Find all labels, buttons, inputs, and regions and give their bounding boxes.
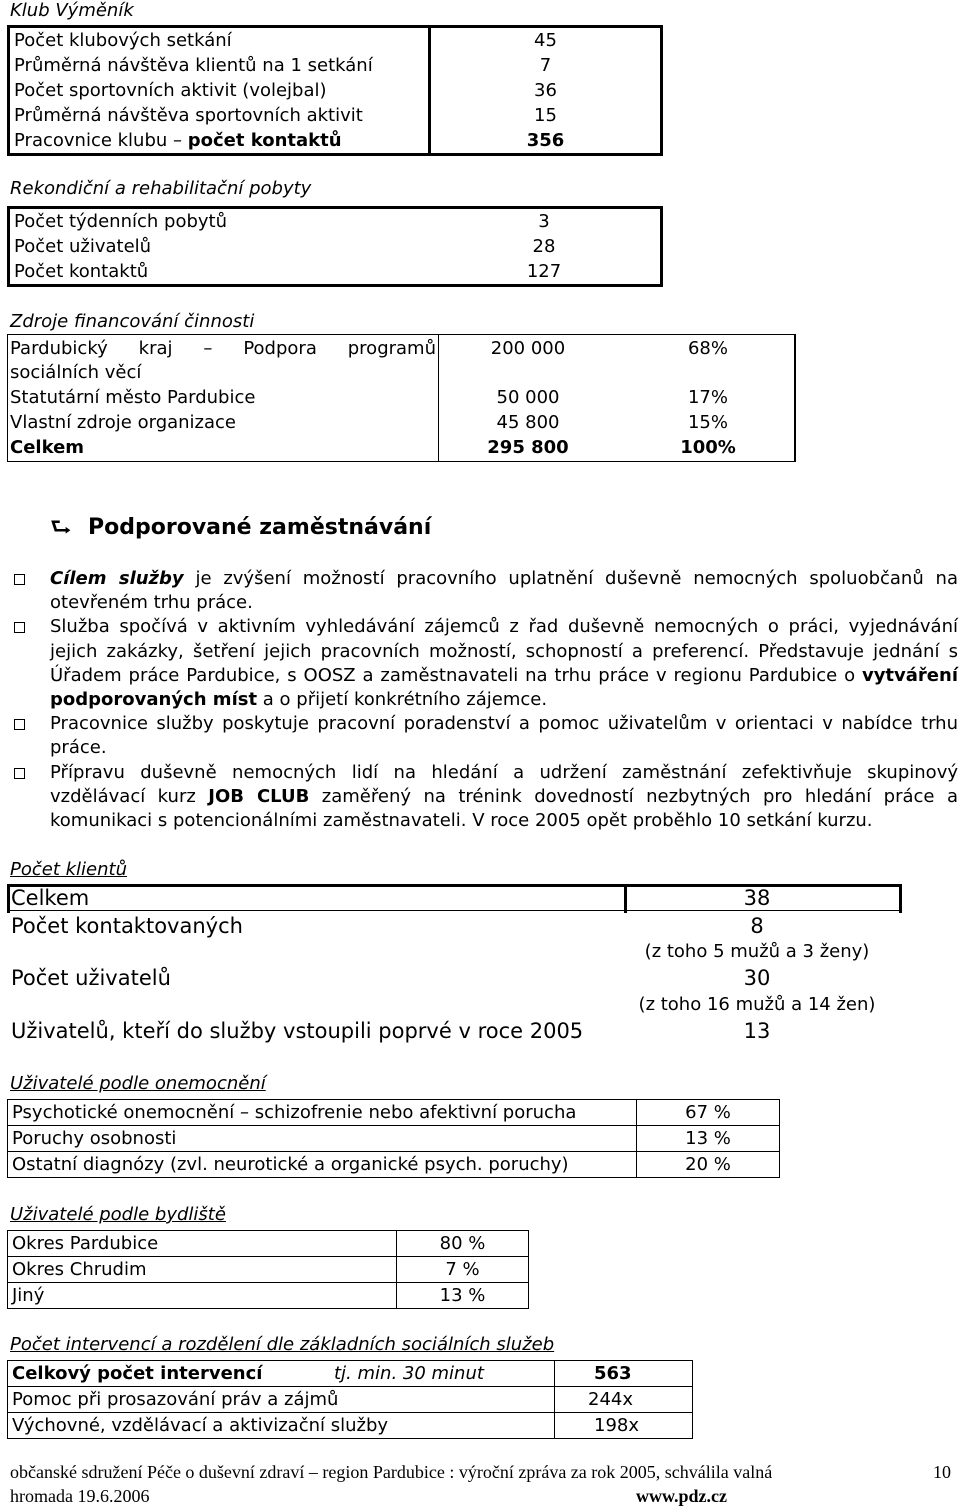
checkbox-bullet-icon — [14, 574, 25, 585]
section-heading: Podporované zaměstnávání — [88, 515, 432, 540]
celkem-label: Celkem — [11, 886, 90, 910]
table-row-line — [7, 910, 902, 911]
table-row — [9, 103, 662, 128]
row-label-cont: sociálních věcí — [10, 362, 142, 383]
row-value: 7 — [430, 53, 662, 78]
rekondicni-table — [7, 206, 663, 287]
uzivatele-value: 30 — [743, 966, 771, 990]
bullet-bold: Cílem služby — [50, 568, 184, 589]
row-label: Počet kontaktů — [14, 261, 149, 282]
bullet-text: Pracovnice služby poskytuje pracovní poradenství a pomoc uživatelům v orientaci v nabídce trhu práce. — [50, 713, 958, 759]
list-item — [14, 761, 958, 834]
bullet-text: zaměřený na trénink dovedností nezbytných pro hledání práce a komunikaci s potencionálními zaměstnavateli. V roce 2005 opět proběhlo 10 setkání kurzu. — [50, 785, 958, 832]
row-label: Okres Pardubice — [8, 1231, 397, 1257]
poprve-label: Uživatelů, kteří do služby vstoupili poprvé v roce 2005 — [11, 1019, 584, 1043]
bullet-bold: vytváření podporovaných míst — [50, 664, 958, 711]
uzivatele-label: Počet uživatelů — [11, 966, 171, 990]
row-label: Vlastní zdroje organizace — [10, 412, 237, 433]
onemocneni-title: Uživatelé podle onemocnění — [10, 1073, 266, 1094]
table-row — [8, 1126, 780, 1152]
kontakt-note: (z toho 5 mužů a 3 ženy) — [644, 941, 870, 962]
footer-line2: hromada 19.6.2006 — [10, 1486, 150, 1506]
table-left-border — [7, 884, 10, 913]
row-label: Průměrná návštěva sportovních aktivit — [14, 105, 363, 126]
table-row — [9, 234, 662, 259]
arrow-icon: ⮑ — [50, 513, 72, 541]
bullet-text: Služba spočívá v aktivním vyhledávání zájemců z řad duševně nemocných o práci, vyjednávání jejich zakázky, šetření jejich pracovních možností, schopností a preferencí. Představuje jednání s Úřadem práce Pardubice, s OOSZ a zaměstnavateli na trhu práce v regionu Pardubice o — [50, 616, 958, 686]
uzivatele-note: (z toho 16 mužů a 14 žen) — [638, 994, 876, 1015]
table-right-border — [899, 884, 902, 913]
row-label — [9, 128, 430, 155]
bullet-text: Přípravu duševně nemocných lidí na hledání a udržení zaměstnání zefektivňuje skupinový vzdělávací kurz — [50, 761, 958, 807]
row-value: 198x — [594, 1415, 640, 1436]
row-value: 28 — [532, 236, 556, 257]
footer-url-link[interactable]: www.pdz.cz — [636, 1486, 727, 1506]
row-value: 15 — [430, 103, 662, 128]
row-label: Počet sportovních aktivit (volejbal) — [14, 80, 327, 101]
row-label: Ostatní diagnózy (zvl. neurotické a organické psych. poruchy) — [8, 1152, 637, 1178]
bullet-list — [14, 567, 958, 833]
total-value: 563 — [594, 1363, 632, 1384]
row-value: 67 % — [637, 1100, 780, 1126]
row-label-prefix: Pracovnice klubu – — [14, 130, 188, 151]
page-number: 10 — [933, 1462, 951, 1482]
bullet-text: je zvýšení možností pracovního uplatnění duševně nemocných spoluobčanů na otevřeném trhu práce. — [50, 568, 958, 614]
onemocneni-table — [7, 1099, 780, 1178]
bullet-text: a o přijetí konkrétního zájemce. — [257, 689, 548, 711]
row-label-bold: počet kontaktů — [187, 130, 342, 151]
zdroje-title: Zdroje financování činnosti — [10, 311, 255, 332]
row-label: Jiný — [8, 1283, 397, 1309]
row-amount: 50 000 — [496, 387, 560, 408]
rekondicni-title: Rekondiční a rehabilitační pobyty — [10, 178, 312, 199]
klienti-title: Počet klientů — [10, 859, 127, 880]
table-row — [8, 1257, 529, 1283]
checkbox-bullet-icon — [14, 622, 25, 633]
row-label: Počet týdenních pobytů — [14, 211, 228, 232]
row-label: Průměrná návštěva klientů na 1 setkání — [14, 55, 373, 76]
row-value: 356 — [430, 128, 662, 155]
bullet-bold: JOB CLUB — [208, 785, 310, 807]
table-row — [8, 1100, 780, 1126]
bydliste-title: Uživatelé podle bydliště — [10, 1204, 226, 1225]
row-value: 244x — [588, 1389, 634, 1410]
table-row — [8, 1152, 780, 1178]
table-row — [8, 1283, 529, 1309]
table-row — [9, 259, 662, 286]
row-value: 20 % — [637, 1152, 780, 1178]
total-amount: 295 800 — [487, 437, 569, 458]
row-value: 3 — [538, 211, 550, 232]
row-value: 13 % — [397, 1283, 529, 1309]
row-value: 13 % — [637, 1126, 780, 1152]
row-value: 45 — [430, 27, 662, 54]
intervence-table — [7, 1360, 693, 1439]
total-label: Celkový počet intervencí — [12, 1363, 263, 1384]
checkbox-bullet-icon — [14, 768, 25, 779]
row-label: Počet uživatelů — [14, 236, 152, 257]
table-row — [9, 128, 662, 155]
row-value: 36 — [430, 78, 662, 103]
list-item — [14, 567, 958, 615]
bydliste-table — [7, 1230, 529, 1309]
row-label: Výchovné, vzdělávací a aktivizační služby — [12, 1415, 389, 1436]
table-row — [9, 27, 662, 54]
row-label: Počet klubových setkání — [14, 30, 232, 51]
row-label: Pardubický kraj – Podpora programů — [10, 338, 436, 359]
table-row — [9, 208, 662, 235]
list-item — [14, 712, 958, 760]
total-note: tj. min. 30 minut — [334, 1363, 484, 1384]
row-label: Psychotické onemocnění – schizofrenie nebo afektivní porucha — [8, 1100, 637, 1126]
row-label: Okres Chrudim — [8, 1257, 397, 1283]
checkbox-bullet-icon — [14, 719, 25, 730]
row-value: 80 % — [397, 1231, 529, 1257]
klienti-table — [7, 884, 898, 1043]
poprve-value: 13 — [743, 1019, 771, 1043]
column-divider — [554, 1361, 555, 1438]
row-amount: 200 000 — [490, 338, 566, 359]
celkem-value: 38 — [743, 886, 771, 910]
row-value: 7 % — [397, 1257, 529, 1283]
kontakt-label: Počet kontaktovaných — [11, 914, 243, 938]
klub-table — [7, 25, 663, 156]
row-pct: 15% — [687, 412, 728, 433]
table-row — [8, 1231, 529, 1257]
total-pct: 100% — [680, 437, 736, 458]
total-label: Celkem — [10, 437, 85, 458]
row-label: Poruchy osobnosti — [8, 1126, 637, 1152]
intervence-title: Počet intervencí a rozdělení dle základních sociálních služeb — [10, 1334, 555, 1355]
column-divider — [438, 335, 439, 461]
zdroje-table — [7, 334, 796, 462]
kontakt-value: 8 — [750, 914, 764, 938]
klub-title: Klub Výměník — [10, 0, 134, 21]
footer-line1: občanské sdružení Péče o duševní zdraví – region Pardubice : výroční zpráva za rok 2005, schválila valná — [10, 1462, 773, 1482]
row-pct: 17% — [687, 387, 728, 408]
row-pct: 68% — [687, 338, 728, 359]
table-row — [9, 78, 662, 103]
row-label: Statutární město Pardubice — [10, 387, 256, 408]
table-row — [9, 53, 662, 78]
row-value: 127 — [526, 261, 562, 282]
row-amount: 45 800 — [496, 412, 560, 433]
table-divider — [624, 884, 627, 913]
row-label: Pomoc při prosazování práv a zájmů — [12, 1389, 339, 1410]
list-item — [14, 615, 958, 712]
